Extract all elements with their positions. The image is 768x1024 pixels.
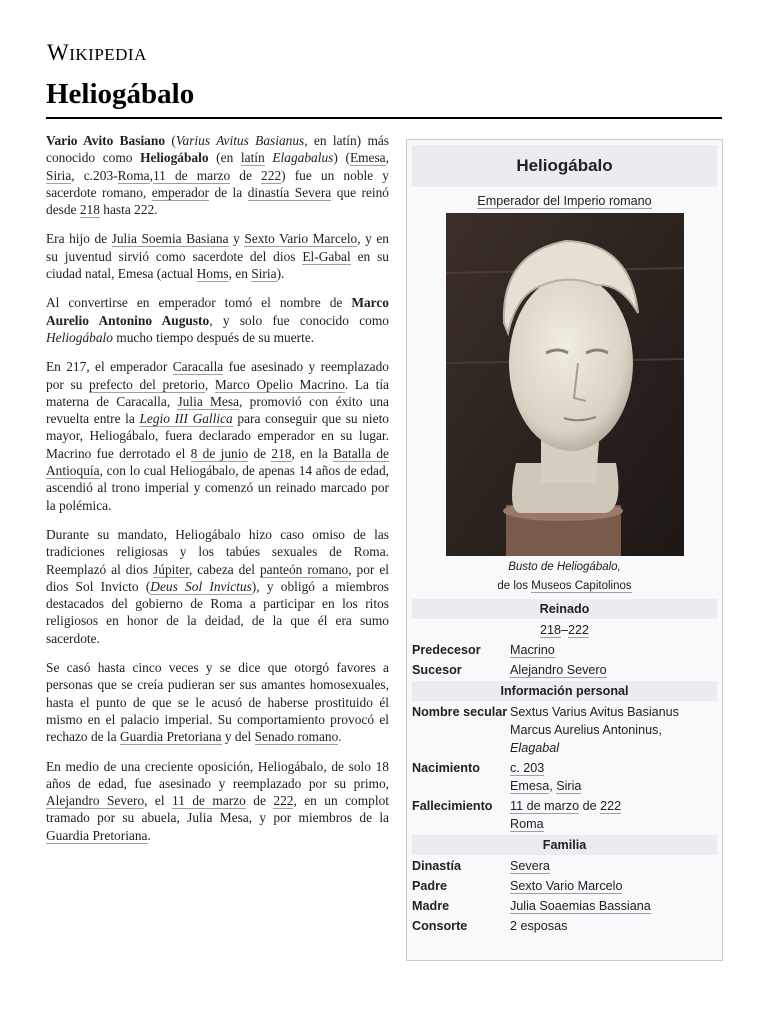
link[interactable]: panteón romano bbox=[259, 561, 349, 577]
link[interactable]: Julia Soemia Basiana bbox=[111, 231, 229, 247]
link[interactable]: Júpiter bbox=[153, 561, 189, 577]
link[interactable]: c. 203 bbox=[510, 761, 545, 775]
link[interactable]: 218 bbox=[539, 623, 561, 637]
infobox-subtitle bbox=[407, 192, 722, 210]
section-personal: Información personal bbox=[412, 681, 717, 701]
row-nacimiento: Nacimiento c. 203 Emesa, Siria bbox=[412, 761, 582, 793]
link[interactable]: dinastía Severa bbox=[247, 184, 332, 200]
paragraph-name: Al convertirse en emperador tomó el nombre de Marco Aurelio Antonino Augusto, y solo fue conocido como Heliogábalo mucho tiempo después de su muerte. bbox=[46, 295, 389, 345]
paragraph-family: Era hijo de Julia Soemia Basiana y Sexto Vario Marcelo, y en su juventud sirvió como sacerdote del dios El-Gabal en su ciudad natal, Emesa (actual Homs, en Siria). bbox=[46, 231, 389, 282]
row-fallecimiento: Fallecimiento 11 de marzo de 222 Roma bbox=[412, 799, 622, 831]
link[interactable]: Senado romano bbox=[254, 729, 339, 745]
paragraph-death: En medio de una creciente oposición, Heliogábalo, de solo 18 años de edad, fue asesinado y reemplazado por su primo, Alejandro Severo, el 11 de marzo de 222, en un complot tramado por su abuela, Julia Mesa, y por miembros de la Guardia Pretoriana. bbox=[46, 758, 390, 843]
paragraph-accession: En 217, el emperador Caracalla fue asesinado y reemplazado por su prefecto del pretorio, Marco Opelio Macrino. La tía materna de Caracalla, Julia Mesa, promovió con éxito una revuelta entre la Legio III Gallica para conseguir que su nieto mayor, Heliogábalo, fuera declarado emperador en su lugar. Macrino fue derrotado el 8 de junio de 218, en la Batalla de Antioquía, con lo cual Heliogábalo, de apenas 14 años de edad, ascendió al trono imperial y comenzó un reinado marcado por la polémica. bbox=[46, 359, 390, 513]
link[interactable]: Alejandro Severo bbox=[510, 663, 607, 677]
link[interactable]: Emperador del Imperio romano bbox=[477, 194, 652, 208]
infobox-table bbox=[412, 598, 717, 937]
link[interactable]: emperador bbox=[151, 184, 209, 200]
row-padre: Padre Sexto Vario Marcelo bbox=[412, 879, 623, 893]
link[interactable]: Sexto Vario Marcelo bbox=[510, 879, 623, 893]
wikipedia-wordmark[interactable]: WIKIPEDIA bbox=[47, 40, 147, 65]
link[interactable]: Sexto Vario Marcelo bbox=[244, 231, 358, 247]
link[interactable]: Julia Mesa bbox=[177, 393, 240, 409]
link[interactable]: 11 de marzo bbox=[510, 799, 580, 813]
link[interactable]: Julia Soaemias Bassiana bbox=[510, 899, 651, 913]
section-familia: Familia bbox=[412, 835, 717, 855]
link[interactable]: Roma bbox=[117, 167, 150, 183]
page-title: Heliogábalo bbox=[46, 78, 195, 110]
link[interactable]: Batalla de Antioquía bbox=[46, 445, 389, 479]
link[interactable]: 11 de marzo bbox=[172, 793, 246, 809]
link[interactable]: 222 bbox=[273, 793, 294, 809]
link[interactable]: prefecto del pretorio bbox=[89, 376, 205, 392]
article-body bbox=[46, 132, 389, 856]
row-predecesor: Predecesor Macrino bbox=[412, 643, 555, 657]
link[interactable]: Caracalla bbox=[172, 359, 224, 375]
link[interactable]: Siria bbox=[251, 266, 277, 282]
link[interactable]: 11 de marzo bbox=[152, 167, 231, 183]
row-dinastia: Dinastía Severa bbox=[412, 859, 550, 873]
row-nombre: Nombre secular Sextus Varius Avitus Basianus Marcus Aurelius Antoninus, Elagabal bbox=[412, 705, 679, 755]
link[interactable]: Macrino bbox=[510, 643, 555, 657]
link[interactable]: 222 bbox=[261, 167, 282, 183]
link[interactable]: Museos Capitolinos bbox=[531, 580, 632, 592]
paragraph-reign: Durante su mandato, Heliogábalo hizo caso omiso de las tradiciones religiosas y los tabúes sexuales de Roma. Reemplazó al dios Júpiter, cabeza del panteón romano, por el dios Sol Invicto (Deus Sol Invictus), y obligó a miembros destacados del gobierno de Roma a participar en los ritos religiosos en honor de la deidad, de la que él era sumo sacerdote. bbox=[46, 526, 389, 646]
link[interactable]: 222 bbox=[568, 623, 590, 637]
link[interactable]: El-Gabal bbox=[302, 248, 351, 264]
paragraph-intro: Vario Avito Basiano (Varius Avitus Basianus, en latín) más conocido como Heliogábalo (en latín Elagabalus) (Emesa, Siria, c.203-Roma,11 de marzo de 222) fue un noble y sacerdote romano, emperador de la dinastía Severa que reinó desde 218 hasta 222. bbox=[46, 133, 390, 218]
link[interactable]: 222 bbox=[600, 799, 622, 813]
row-consorte: Consorte 2 esposas bbox=[412, 919, 568, 933]
link[interactable]: Homs bbox=[196, 266, 229, 282]
infobox-title: Heliogábalo bbox=[412, 145, 717, 187]
bust-illustration bbox=[446, 213, 684, 556]
row-madre: Madre Julia Soaemias Bassiana bbox=[412, 899, 651, 913]
link[interactable]: 218 bbox=[79, 202, 100, 218]
link[interactable]: Emesa bbox=[510, 779, 550, 793]
link[interactable]: Siria bbox=[556, 779, 582, 793]
link[interactable]: 218 bbox=[271, 445, 292, 461]
link[interactable]: Guardia Pretoriana bbox=[119, 729, 222, 745]
link[interactable]: latín bbox=[240, 150, 265, 166]
bust-portrait[interactable] bbox=[446, 213, 684, 556]
link[interactable]: Emesa bbox=[349, 150, 386, 166]
link[interactable]: Alejandro Severo bbox=[46, 793, 145, 809]
title-divider bbox=[46, 117, 722, 119]
link[interactable]: Legio III Gallica bbox=[139, 411, 233, 427]
section-reinado: Reinado bbox=[412, 599, 717, 619]
row-sucesor: Sucesor Alejandro Severo bbox=[412, 663, 607, 677]
link[interactable]: Siria bbox=[46, 167, 72, 183]
link[interactable]: Marco Opelio Macrino bbox=[214, 376, 345, 392]
link[interactable]: 8 de junio bbox=[190, 445, 249, 461]
paragraph-marriages: Se casó hasta cinco veces y se dice que otorgó favores a personas que se creía pudieran ser sus amantes homosexuales, hasta el punto de que se le acusó de haberse prostituido él mismo en el palacio imperial. Su comportamiento provocó el rechazo de la Guardia Pretoriana y del Senado romano. bbox=[46, 660, 389, 745]
reign-years: 218–222 bbox=[539, 623, 590, 637]
link[interactable]: Severa bbox=[510, 859, 550, 873]
image-caption: Busto de Heliogábalo, de los Museos Capitolinos bbox=[497, 561, 632, 592]
link[interactable]: Deus Sol Invictus bbox=[150, 578, 252, 594]
infobox bbox=[406, 139, 723, 961]
link[interactable]: Roma bbox=[510, 817, 544, 831]
link[interactable]: Guardia Pretoriana bbox=[46, 827, 148, 843]
